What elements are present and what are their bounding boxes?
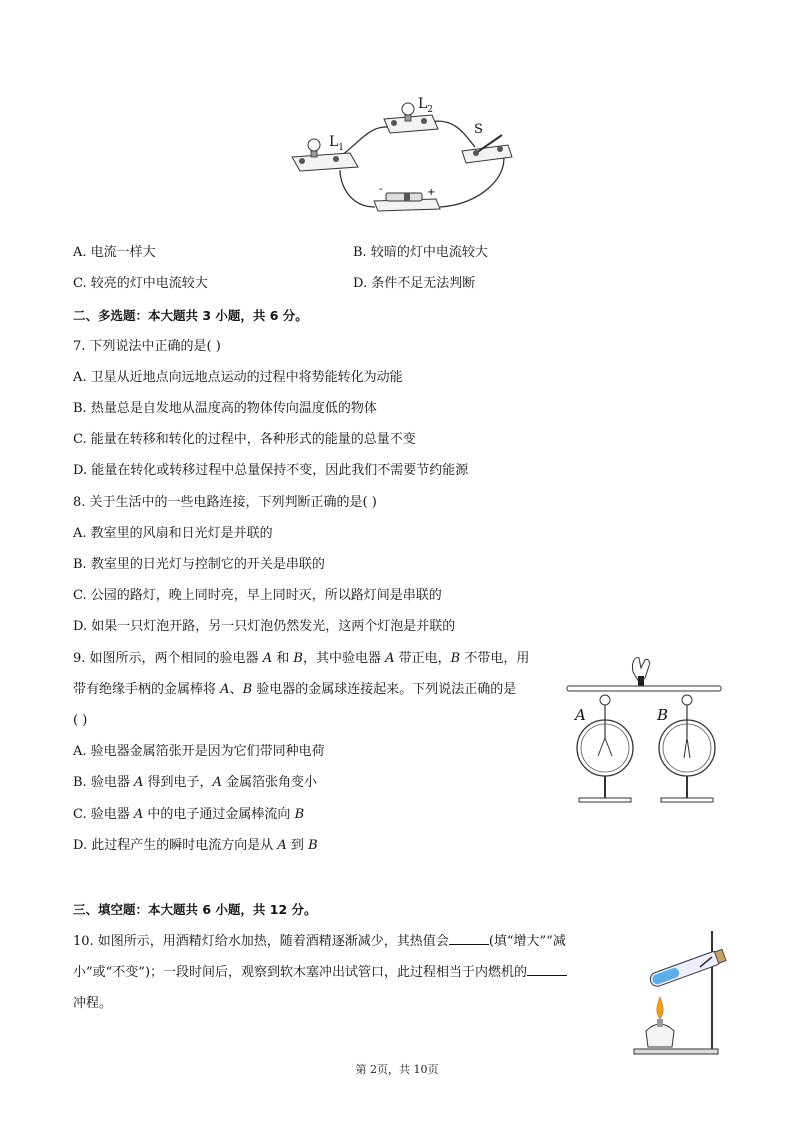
q9-option-d: D. 此过程产生的瞬时电流方向是从 A 到 B [73, 838, 318, 853]
electroscope-figure [565, 652, 725, 812]
q9-option-b: B. 验电器 A 得到电子，A 金属箔张角变小 [73, 775, 318, 790]
label-l2: $L_2$ [418, 96, 434, 115]
q10-line-1: 10. 如图所示，用酒精灯给水加热，随着酒精逐渐减少，其热值会 (填“增大”“减 [73, 934, 566, 949]
q10-blank-1[interactable] [449, 932, 489, 945]
q9-stem-line-1: 9. 如图所示，两个相同的验电器 A 和 B，其中验电器 A 带正电，B 不带电，用 [73, 651, 530, 666]
q9-option-c: C. 验电器 A 中的电子通过金属棒流向 B [73, 807, 305, 822]
circuit-figure [280, 95, 520, 215]
q6-option-a: A. 电流一样大 [73, 245, 156, 260]
label-electroscope-b: B [657, 706, 669, 724]
svg-text:+: + [427, 187, 436, 198]
test-tube-apparatus-figure [628, 927, 728, 1057]
q10-line-2: 小”或“不变”)；一段时间后，观察到软木塞冲出试管口，此过程相当于内燃机的 [73, 963, 567, 982]
q7-stem: 7. 下列说法中正确的是( ) [73, 339, 221, 354]
q9-stem-line-2: 带有绝缘手柄的金属棒将 A、B 验电器的金属球连接起来。下列说法正确的是 [73, 682, 517, 697]
q9-option-a: A. 验电器金属箔张开是因为它们带同种电荷 [73, 744, 325, 759]
section-title-fill-in: 三、填空题：本大题共 6 小题，共 12 分。 [73, 902, 317, 917]
q6-option-c: C. 较亮的灯中电流较大 [73, 276, 208, 291]
section-title-multiple-choice: 二、多选题：本大题共 3 小题，共 6 分。 [73, 308, 308, 323]
q8-option-b: B. 教室里的日光灯与控制它的开关是串联的 [73, 557, 325, 572]
q10-line-3: 冲程。 [73, 996, 113, 1011]
label-electroscope-a: A [575, 706, 586, 724]
q7-option-d: D. 能量在转化或转移过程中总量保持不变，因此我们不需要节约能源 [73, 463, 469, 478]
svg-text:-: - [379, 184, 383, 195]
q8-stem: 8. 关于生活中的一些电路连接，下列判断正确的是( ) [73, 495, 377, 510]
q7-option-a: A. 卫星从近地点向远地点运动的过程中将势能转化为动能 [73, 370, 403, 385]
label-l1: $L_1$ [329, 134, 345, 153]
q6-option-d: D. 条件不足无法判断 [353, 276, 476, 291]
q9-stem-line-3: ( ) [73, 713, 88, 728]
q10-blank-2[interactable] [527, 963, 567, 976]
q8-option-c: C. 公园的路灯，晚上同时亮，早上同时灭，所以路灯间是串联的 [73, 588, 442, 603]
q7-option-b: B. 热量总是自发地从温度高的物体传向温度低的物体 [73, 401, 377, 416]
label-s: S [474, 122, 483, 137]
q8-option-d: D. 如果一只灯泡开路，另一只灯泡仍然发光，这两个灯泡是并联的 [73, 619, 456, 634]
q6-option-b: B. 较暗的灯中电流较大 [353, 245, 488, 260]
q7-option-c: C. 能量在转移和转化的过程中，各种形式的能量的总量不变 [73, 432, 416, 447]
page-footer: 第 2页，共 10页 [355, 1063, 439, 1076]
q8-option-a: A. 教室里的风扇和日光灯是并联的 [73, 526, 273, 541]
